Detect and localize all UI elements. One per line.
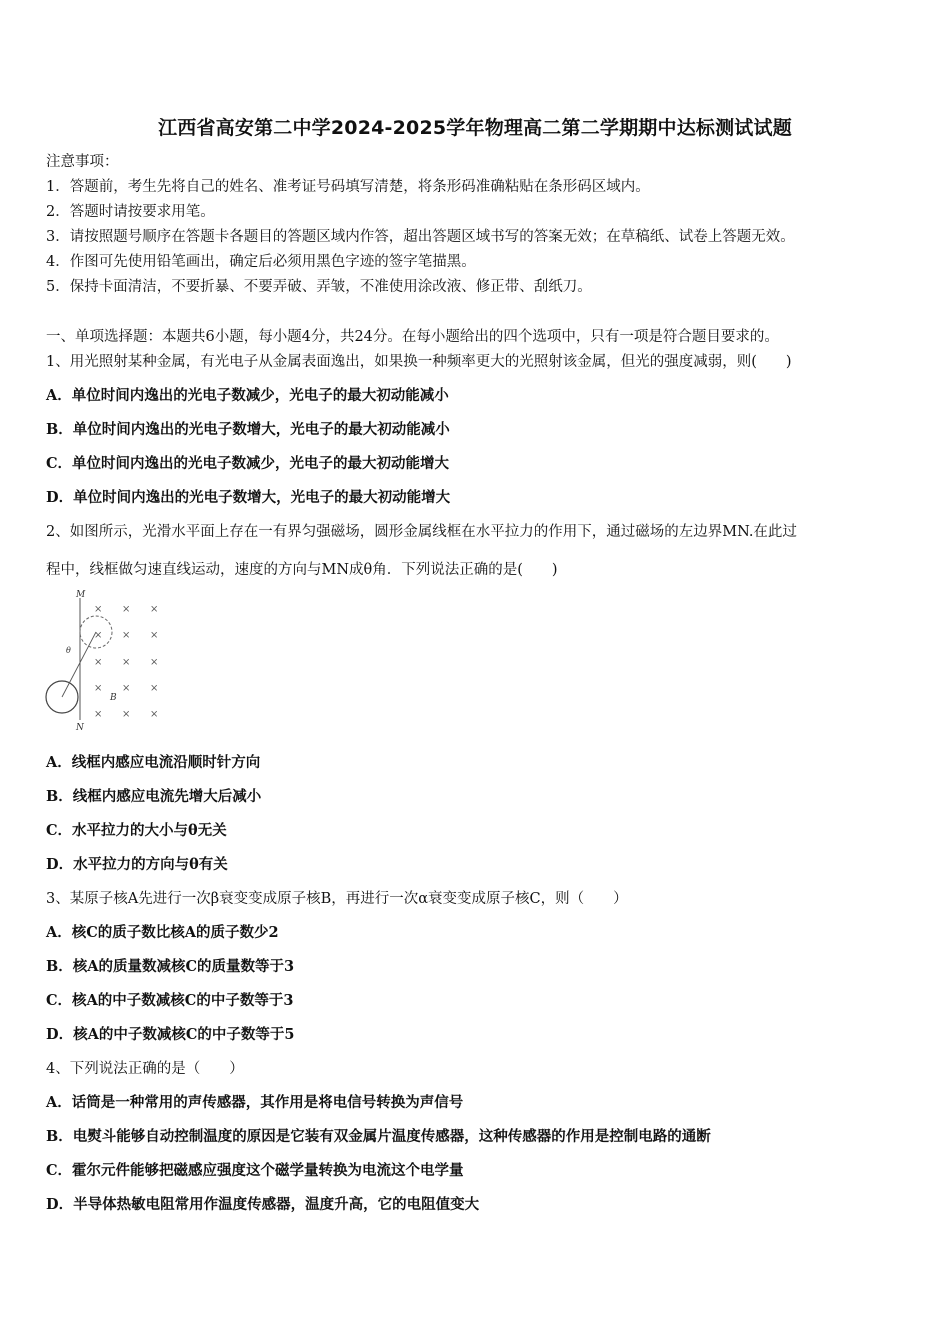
question-4-option-c: C．霍尔元件能够把磁感应强度这个磁学量转换为电流这个电学量: [46, 1162, 464, 1179]
field-cross-marker: ×: [94, 657, 103, 668]
question-1-option-d: D．单位时间内逸出的光电子数增大，光电子的最大初动能增大: [46, 489, 451, 506]
field-cross-marker: ×: [150, 709, 159, 720]
field-cross-marker: ×: [94, 709, 103, 720]
notice-item: 5．保持卡面清洁，不要折暴、不要弄破、弄皱，不准使用涂改液、修正带、刮纸刀。: [46, 279, 592, 295]
section-heading: 一、单项选择题：本题共6小题，每小题4分，共24分。在每小题给出的四个选项中，只有一项是符合题目要求的。: [46, 329, 779, 345]
question-1-option-c: C．单位时间内逸出的光电子数减少，光电子的最大初动能增大: [46, 455, 450, 472]
question-4-option-d: D．半导体热敏电阻常用作温度传感器，温度升高，它的电阻值变大: [46, 1196, 480, 1213]
velocity-direction-line: [62, 632, 96, 697]
notice-item: 4．作图可先使用铅笔画出，确定后必须用黑色字迹的签字笔描黑。: [46, 254, 476, 270]
question-4-option-a: A．话筒是一种常用的声传感器，其作用是将电信号转换为声信号: [46, 1094, 464, 1111]
notice-item: 2．答题时请按要求用笔。: [46, 204, 215, 220]
field-cross-marker: ×: [122, 683, 131, 694]
label-b: B: [110, 693, 117, 703]
magnetic-field-figure: [40, 586, 170, 736]
question-1-option-a: A．单位时间内逸出的光电子数减少，光电子的最大初动能减小: [46, 387, 449, 404]
question-3-option-b: B．核A的质量数减核C的质量数等于3: [46, 958, 295, 975]
question-3-option-c: C．核A的中子数减核C的中子数等于3: [46, 992, 294, 1009]
question-1-stem: 1、用光照射某种金属，有光电子从金属表面逸出，如果换一种频率更大的光照射该金属，但光的强度减弱，则( ): [46, 354, 792, 370]
question-2-option-c: C．水平拉力的大小与θ无关: [46, 822, 227, 839]
label-theta: θ: [66, 646, 71, 655]
field-cross-marker: ×: [94, 683, 103, 694]
page-title: 江西省高安第二中学2024-2025学年物理高二第二学期期中达标测试试题: [158, 117, 792, 139]
field-cross-marker: ×: [122, 709, 131, 720]
field-cross-marker: ×: [94, 630, 103, 641]
field-cross-markers: [94, 604, 158, 720]
field-cross-marker: ×: [150, 604, 159, 615]
question-4-stem: 4、下列说法正确的是（ ）: [46, 1061, 244, 1077]
label-n: N: [76, 723, 84, 733]
field-cross-marker: ×: [122, 630, 131, 641]
field-cross-marker: ×: [150, 683, 159, 694]
question-2-option-a: A．线框内感应电流沿顺时针方向: [46, 754, 261, 771]
question-1-option-b: B．单位时间内逸出的光电子数增大，光电子的最大初动能减小: [46, 421, 450, 438]
notice-heading: 注意事项：: [46, 154, 119, 170]
question-3-option-d: D．核A的中子数减核C的中子数等于5: [46, 1026, 295, 1043]
field-cross-marker: ×: [122, 657, 131, 668]
question-3-stem: 3、某原子核A先进行一次β衰变变成原子核B，再进行一次α衰变变成原子核C，则（ ）: [46, 891, 628, 907]
label-m: M: [76, 590, 86, 600]
field-cross-marker: ×: [122, 604, 131, 615]
notice-item: 3．请按照题号顺序在答题卡各题目的答题区域内作答，超出答题区域书写的答案无效；在草稿纸、试卷上答题无效。: [46, 229, 795, 245]
field-cross-marker: ×: [150, 630, 159, 641]
field-cross-marker: ×: [94, 604, 103, 615]
question-2-option-d: D．水平拉力的方向与θ有关: [46, 856, 228, 873]
field-cross-marker: ×: [150, 657, 159, 668]
question-3-option-a: A．核C的质子数比核A的质子数少2: [46, 924, 279, 941]
question-2-option-b: B．线框内感应电流先增大后减小: [46, 788, 262, 805]
question-2-stem-line-2: 程中，线框做匀速直线运动，速度的方向与MN成θ角．下列说法正确的是( ): [46, 562, 558, 578]
question-4-option-b: B．电熨斗能够自动控制温度的原因是它装有双金属片温度传感器，这种传感器的作用是控制电路的通断: [46, 1128, 711, 1145]
question-2-stem-line-1: 2、如图所示，光滑水平面上存在一有界匀强磁场，圆形金属线框在水平拉力的作用下，通过磁场的左边界MN.在此过: [46, 524, 797, 540]
notice-item: 1．答题前，考生先将自己的姓名、准考证号码填写清楚，将条形码准确粘贴在条形码区域内。: [46, 179, 650, 195]
